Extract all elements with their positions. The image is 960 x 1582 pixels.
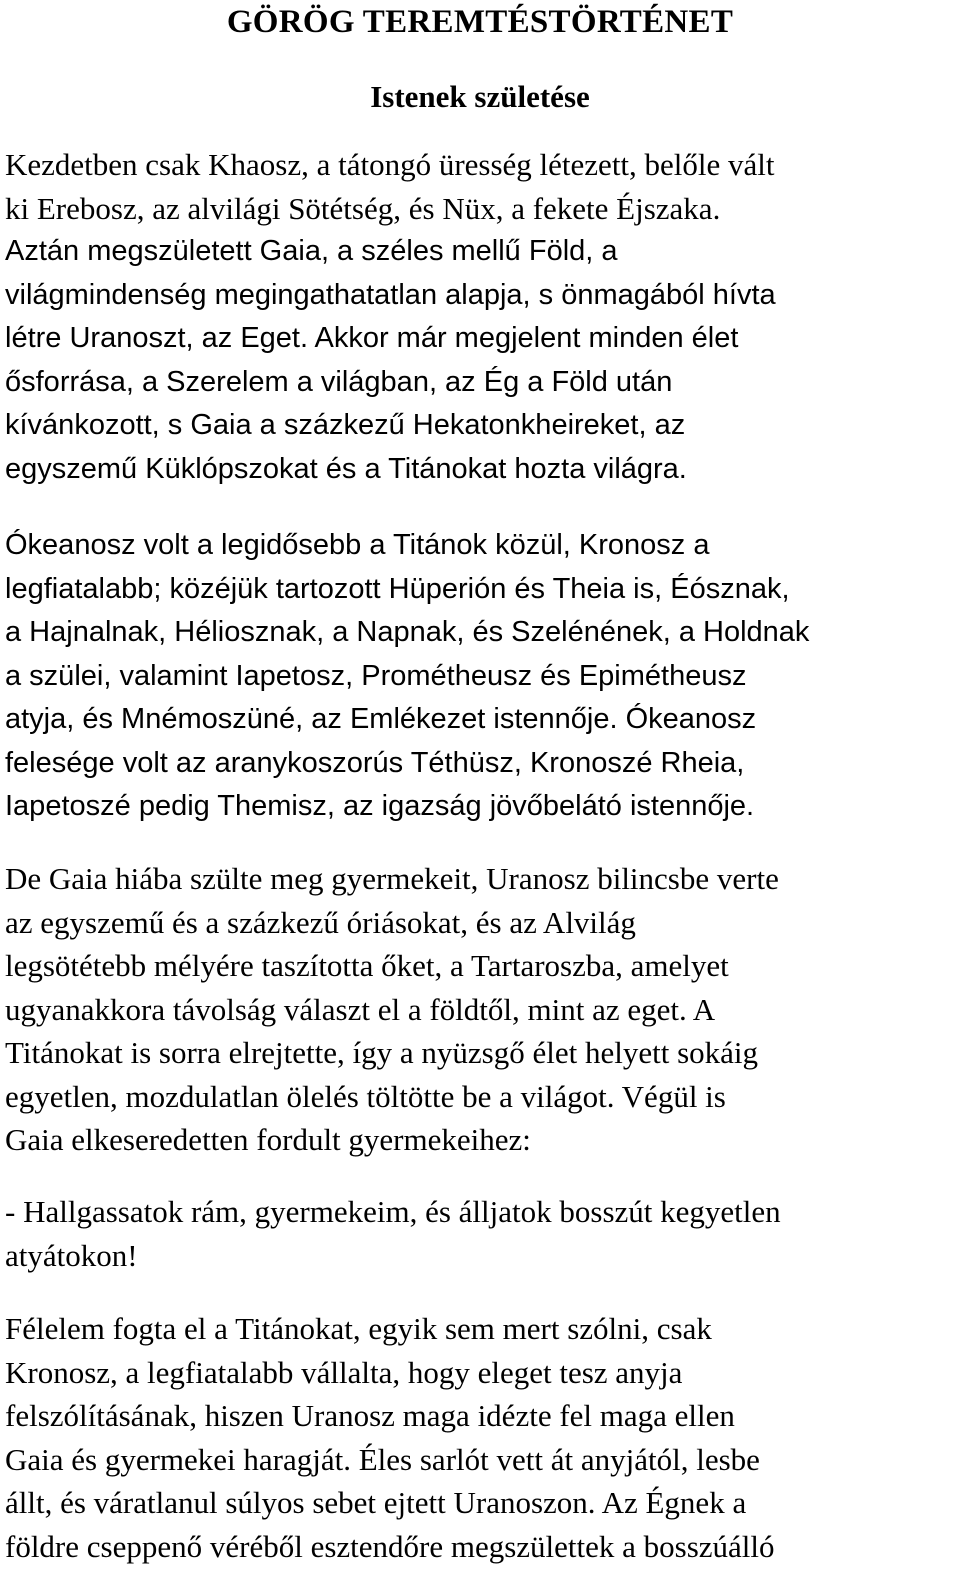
paragraph-line: Aztán megszületett Gaia, a széles mellű Föld, a (5, 235, 618, 267)
paragraph-line: Kezdetben csak Khaosz, a tátongó üresség létezett, belőle vált (5, 147, 775, 182)
paragraph-line: egyetlen, mozdulatlan ölelés töltötte be a világot. Végül is (5, 1078, 726, 1114)
paragraph-line: Gaia elkeseredetten fordult gyermekeihez: (5, 1122, 531, 1157)
paragraph-line: legsötétebb mélyére taszította őket, a Tartaroszba, amelyet (5, 948, 729, 983)
paragraph-5 (5, 1307, 960, 1568)
paragraph-line: De Gaia hiába szülte meg gyermekeit, Uranosz bilincsbe verte (5, 861, 779, 896)
paragraph-line: Félelem fogta el a Titánokat, egyik sem mert szólni, csak (5, 1311, 712, 1346)
paragraph-line: ősforrása, a Szerelem a világban, az Ég a Föld után (5, 365, 673, 398)
paragraph-line: világmindenség megingathatatlan alapja, s önmagából hívta (5, 278, 776, 311)
paragraph-line: Titánokat is sorra elrejtette, így a nyüzsgő élet helyett sokáig (5, 1035, 759, 1070)
paragraph-line: létre Uranoszt, az Eget. Akkor már megjelent minden élet (5, 322, 739, 354)
paragraph-line: Gaia és gyermekei haragját. Éles sarlót vett át anyjától, lesbe (5, 1441, 760, 1477)
paragraph-line: atyátokon! (5, 1237, 138, 1273)
paragraph-line: a szülei, valamint Iapetosz, Prométheusz és Epimétheusz (5, 659, 747, 692)
paragraph-2 (5, 524, 960, 829)
paragraph-line: kívánkozott, s Gaia a százkezű Hekatonkheireket, az (5, 409, 686, 441)
paragraph-line: atyja, és Mnémoszüné, az Emlékezet istennője. Ókeanosz (5, 703, 757, 735)
paragraph-line: Iapetoszé pedig Themisz, az igazság jövőbelátó istennője. (5, 790, 755, 822)
paragraph-line: ugyanakkora távolság választ el a földtől, mint az eget. A (5, 991, 716, 1027)
paragraph-line: Ókeanosz volt a legidősebb a Titánok közül, Kronosz a (5, 529, 710, 561)
document-subtitle: Istenek születése (370, 79, 590, 114)
document-title: GÖRÖG TEREMTÉSTÖRTÉNET (226, 4, 734, 40)
paragraph-3 (5, 857, 960, 1162)
paragraph-line: az egyszemű és a százkezű óriásokat, és az Alvilág (5, 904, 636, 940)
paragraph-line: legfiatalabb; közéjük tartozott Hüperión és Theia is, Éósznak, (5, 572, 790, 605)
paragraph-line: földre cseppenő véréből esztendőre megszülettek a bosszúálló (5, 1528, 775, 1564)
paragraph-line: - Hallgassatok rám, gyermekeim, és álljatok bosszút kegyetlen (5, 1194, 781, 1229)
paragraph-4 (5, 1190, 960, 1277)
paragraph-line: ki Erebosz, az alvilági Sötétség, és Nüx, a fekete Éjszaka. (5, 190, 721, 226)
paragraph-line: felesége volt az aranykoszorús Téthüsz, Kronoszé Rheia, (5, 746, 745, 779)
paragraph-line: felszólításának, hiszen Uranosz maga idézte fel maga ellen (5, 1398, 735, 1433)
paragraph-line: egyszemű Küklópszokat és a Titánokat hozta világra. (5, 452, 687, 485)
paragraph-1 (5, 143, 960, 491)
paragraph-line: állt, és váratlanul súlyos sebet ejtett Uranoszon. Az Égnek a (5, 1485, 747, 1520)
paragraph-line: a Hajnalnak, Héliosznak, a Napnak, és Szelénének, a Holdnak (5, 616, 810, 648)
paragraph-line: Kronosz, a legfiatalabb vállalta, hogy eleget tesz anyja (5, 1354, 683, 1390)
